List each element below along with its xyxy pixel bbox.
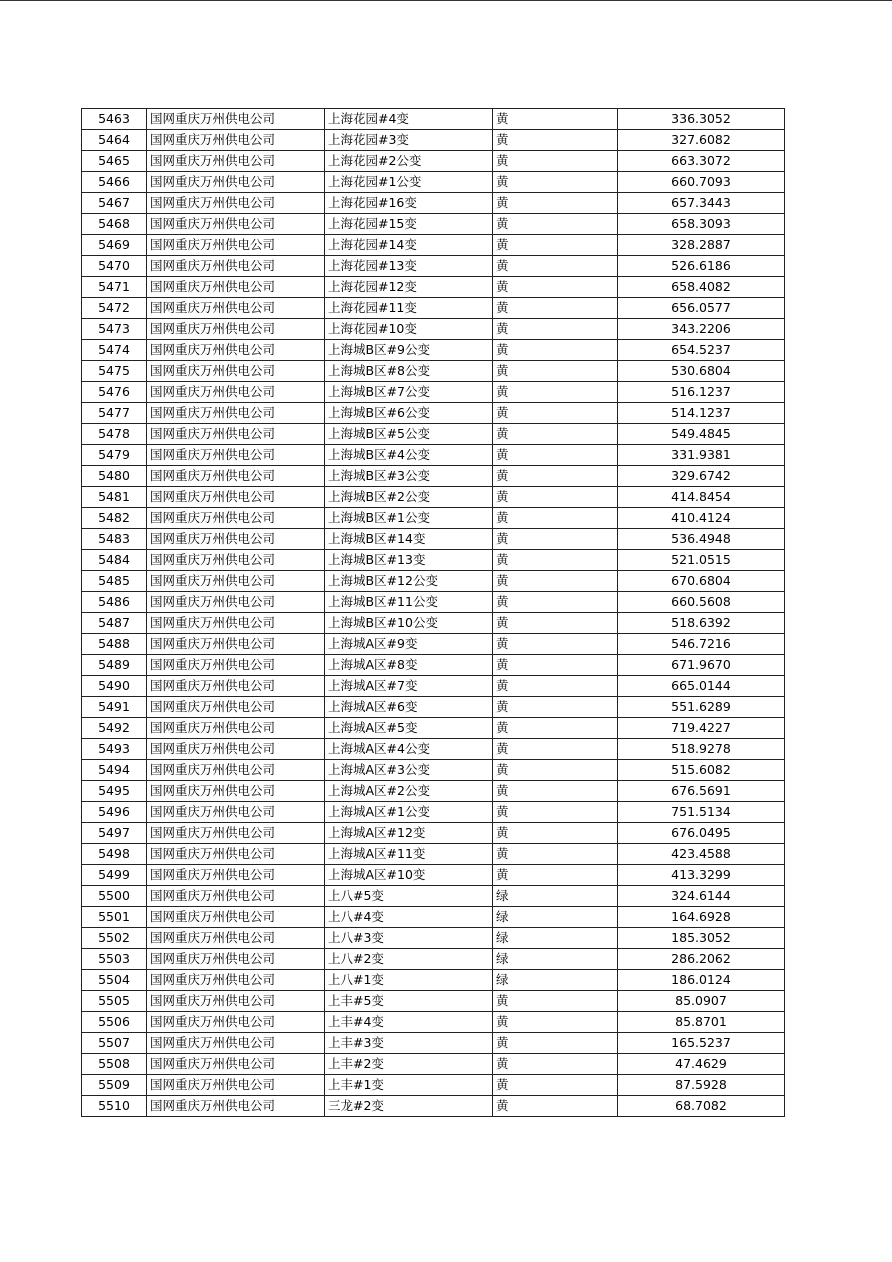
row-number-cell: 5495 [82, 781, 147, 802]
status-level-cell: 黄 [493, 466, 618, 487]
value-cell: 660.5608 [618, 592, 785, 613]
table-row [82, 970, 785, 991]
status-level-cell: 黄 [493, 172, 618, 193]
company-name-cell: 国网重庆万州供电公司 [147, 907, 325, 928]
table-row [82, 823, 785, 844]
value-cell: 536.4948 [618, 529, 785, 550]
status-level-cell: 黄 [493, 739, 618, 760]
table-row [82, 1012, 785, 1033]
row-number-cell: 5469 [82, 235, 147, 256]
status-level-cell: 绿 [493, 970, 618, 991]
table-row [82, 424, 785, 445]
transformer-name-cell: 上海城B区#7公变 [325, 382, 493, 403]
transformer-name-cell: 上丰#1变 [325, 1075, 493, 1096]
transformer-name-cell: 上八#1变 [325, 970, 493, 991]
table-row [82, 886, 785, 907]
row-number-cell: 5508 [82, 1054, 147, 1075]
value-cell: 85.0907 [618, 991, 785, 1012]
company-name-cell: 国网重庆万州供电公司 [147, 1096, 325, 1117]
transformer-name-cell: 上海花园#12变 [325, 277, 493, 298]
transformer-name-cell: 上海城A区#6变 [325, 697, 493, 718]
transformer-name-cell: 上海城B区#6公变 [325, 403, 493, 424]
row-number-cell: 5467 [82, 193, 147, 214]
table-row [82, 1075, 785, 1096]
status-level-cell: 黄 [493, 823, 618, 844]
company-name-cell: 国网重庆万州供电公司 [147, 760, 325, 781]
status-level-cell: 黄 [493, 634, 618, 655]
transformer-name-cell: 上丰#5变 [325, 991, 493, 1012]
transformer-name-cell: 上海城B区#14变 [325, 529, 493, 550]
row-number-cell: 5505 [82, 991, 147, 1012]
row-number-cell: 5471 [82, 277, 147, 298]
status-level-cell: 黄 [493, 109, 618, 130]
transformer-name-cell: 上海花园#10变 [325, 319, 493, 340]
transformer-name-cell: 上海城A区#1公变 [325, 802, 493, 823]
value-cell: 654.5237 [618, 340, 785, 361]
status-level-cell: 绿 [493, 928, 618, 949]
company-name-cell: 国网重庆万州供电公司 [147, 529, 325, 550]
status-level-cell: 黄 [493, 865, 618, 886]
value-cell: 514.1237 [618, 403, 785, 424]
transformer-name-cell: 上海城A区#7变 [325, 676, 493, 697]
table-row [82, 865, 785, 886]
company-name-cell: 国网重庆万州供电公司 [147, 781, 325, 802]
company-name-cell: 国网重庆万州供电公司 [147, 340, 325, 361]
data-table [81, 108, 785, 1117]
transformer-name-cell: 上海城B区#10公变 [325, 613, 493, 634]
table-row [82, 109, 785, 130]
status-level-cell: 黄 [493, 760, 618, 781]
company-name-cell: 国网重庆万州供电公司 [147, 991, 325, 1012]
table-row [82, 781, 785, 802]
table-row [82, 718, 785, 739]
row-number-cell: 5491 [82, 697, 147, 718]
status-level-cell: 黄 [493, 508, 618, 529]
company-name-cell: 国网重庆万州供电公司 [147, 865, 325, 886]
row-number-cell: 5466 [82, 172, 147, 193]
company-name-cell: 国网重庆万州供电公司 [147, 445, 325, 466]
transformer-name-cell: 上丰#3变 [325, 1033, 493, 1054]
row-number-cell: 5503 [82, 949, 147, 970]
status-level-cell: 黄 [493, 1075, 618, 1096]
table-row [82, 760, 785, 781]
row-number-cell: 5501 [82, 907, 147, 928]
status-level-cell: 黄 [493, 487, 618, 508]
table-row [82, 949, 785, 970]
status-level-cell: 黄 [493, 655, 618, 676]
status-level-cell: 黄 [493, 319, 618, 340]
row-number-cell: 5481 [82, 487, 147, 508]
row-number-cell: 5474 [82, 340, 147, 361]
transformer-name-cell: 上海城B区#11公变 [325, 592, 493, 613]
value-cell: 526.6186 [618, 256, 785, 277]
table-row [82, 361, 785, 382]
company-name-cell: 国网重庆万州供电公司 [147, 634, 325, 655]
row-number-cell: 5486 [82, 592, 147, 613]
value-cell: 665.0144 [618, 676, 785, 697]
company-name-cell: 国网重庆万州供电公司 [147, 193, 325, 214]
company-name-cell: 国网重庆万州供电公司 [147, 214, 325, 235]
company-name-cell: 国网重庆万州供电公司 [147, 109, 325, 130]
row-number-cell: 5509 [82, 1075, 147, 1096]
status-level-cell: 黄 [493, 1012, 618, 1033]
row-number-cell: 5499 [82, 865, 147, 886]
company-name-cell: 国网重庆万州供电公司 [147, 886, 325, 907]
value-cell: 186.0124 [618, 970, 785, 991]
table-row [82, 550, 785, 571]
company-name-cell: 国网重庆万州供电公司 [147, 739, 325, 760]
transformer-name-cell: 上海城A区#5变 [325, 718, 493, 739]
value-cell: 329.6742 [618, 466, 785, 487]
status-level-cell: 黄 [493, 718, 618, 739]
page-top-border [0, 0, 892, 1]
company-name-cell: 国网重庆万州供电公司 [147, 697, 325, 718]
value-cell: 324.6144 [618, 886, 785, 907]
status-level-cell: 黄 [493, 529, 618, 550]
company-name-cell: 国网重庆万州供电公司 [147, 487, 325, 508]
company-name-cell: 国网重庆万州供电公司 [147, 1075, 325, 1096]
table-row [82, 676, 785, 697]
status-level-cell: 黄 [493, 550, 618, 571]
table-row [82, 466, 785, 487]
value-cell: 85.8701 [618, 1012, 785, 1033]
status-level-cell: 黄 [493, 571, 618, 592]
row-number-cell: 5470 [82, 256, 147, 277]
table-row [82, 1054, 785, 1075]
value-cell: 414.8454 [618, 487, 785, 508]
status-level-cell: 黄 [493, 130, 618, 151]
status-level-cell: 黄 [493, 802, 618, 823]
status-level-cell: 黄 [493, 1096, 618, 1117]
table-row [82, 193, 785, 214]
table-row [82, 529, 785, 550]
table-row [82, 739, 785, 760]
company-name-cell: 国网重庆万州供电公司 [147, 235, 325, 256]
row-number-cell: 5473 [82, 319, 147, 340]
value-cell: 671.9670 [618, 655, 785, 676]
transformer-name-cell: 上海城A区#9变 [325, 634, 493, 655]
value-cell: 518.6392 [618, 613, 785, 634]
value-cell: 551.6289 [618, 697, 785, 718]
transformer-name-cell: 上海花园#11变 [325, 298, 493, 319]
company-name-cell: 国网重庆万州供电公司 [147, 130, 325, 151]
status-level-cell: 黄 [493, 151, 618, 172]
transformer-name-cell: 上八#4变 [325, 907, 493, 928]
status-level-cell: 黄 [493, 340, 618, 361]
value-cell: 516.1237 [618, 382, 785, 403]
status-level-cell: 黄 [493, 445, 618, 466]
table-row [82, 298, 785, 319]
company-name-cell: 国网重庆万州供电公司 [147, 676, 325, 697]
transformer-name-cell: 上海花园#14变 [325, 235, 493, 256]
value-cell: 670.6804 [618, 571, 785, 592]
transformer-name-cell: 上八#2变 [325, 949, 493, 970]
value-cell: 676.0495 [618, 823, 785, 844]
value-cell: 286.2062 [618, 949, 785, 970]
status-level-cell: 黄 [493, 235, 618, 256]
transformer-name-cell: 上海城B区#9公变 [325, 340, 493, 361]
value-cell: 423.4588 [618, 844, 785, 865]
company-name-cell: 国网重庆万州供电公司 [147, 151, 325, 172]
value-cell: 663.3072 [618, 151, 785, 172]
transformer-name-cell: 上海城B区#3公变 [325, 466, 493, 487]
transformer-name-cell: 上海城B区#2公变 [325, 487, 493, 508]
row-number-cell: 5510 [82, 1096, 147, 1117]
company-name-cell: 国网重庆万州供电公司 [147, 382, 325, 403]
table-row [82, 382, 785, 403]
row-number-cell: 5487 [82, 613, 147, 634]
company-name-cell: 国网重庆万州供电公司 [147, 1054, 325, 1075]
transformer-name-cell: 上海花园#13变 [325, 256, 493, 277]
table-row [82, 277, 785, 298]
transformer-name-cell: 上海城B区#8公变 [325, 361, 493, 382]
transformer-name-cell: 上海花园#1公变 [325, 172, 493, 193]
row-number-cell: 5496 [82, 802, 147, 823]
company-name-cell: 国网重庆万州供电公司 [147, 403, 325, 424]
row-number-cell: 5489 [82, 655, 147, 676]
value-cell: 165.5237 [618, 1033, 785, 1054]
status-level-cell: 黄 [493, 592, 618, 613]
row-number-cell: 5475 [82, 361, 147, 382]
transformer-name-cell: 上海城A区#2公变 [325, 781, 493, 802]
table-row [82, 487, 785, 508]
value-cell: 676.5691 [618, 781, 785, 802]
value-cell: 515.6082 [618, 760, 785, 781]
row-number-cell: 5483 [82, 529, 147, 550]
value-cell: 87.5928 [618, 1075, 785, 1096]
transformer-name-cell: 上海城A区#4公变 [325, 739, 493, 760]
row-number-cell: 5492 [82, 718, 147, 739]
company-name-cell: 国网重庆万州供电公司 [147, 823, 325, 844]
status-level-cell: 黄 [493, 214, 618, 235]
value-cell: 658.3093 [618, 214, 785, 235]
status-level-cell: 绿 [493, 886, 618, 907]
row-number-cell: 5502 [82, 928, 147, 949]
value-cell: 549.4845 [618, 424, 785, 445]
company-name-cell: 国网重庆万州供电公司 [147, 1012, 325, 1033]
value-cell: 518.9278 [618, 739, 785, 760]
row-number-cell: 5468 [82, 214, 147, 235]
table-row [82, 1096, 785, 1117]
company-name-cell: 国网重庆万州供电公司 [147, 298, 325, 319]
company-name-cell: 国网重庆万州供电公司 [147, 361, 325, 382]
table-row [82, 130, 785, 151]
status-level-cell: 黄 [493, 676, 618, 697]
row-number-cell: 5463 [82, 109, 147, 130]
value-cell: 47.4629 [618, 1054, 785, 1075]
value-cell: 657.3443 [618, 193, 785, 214]
value-cell: 660.7093 [618, 172, 785, 193]
table-row [82, 214, 785, 235]
status-level-cell: 绿 [493, 907, 618, 928]
row-number-cell: 5490 [82, 676, 147, 697]
table-row [82, 928, 785, 949]
transformer-name-cell: 上海城B区#13变 [325, 550, 493, 571]
row-number-cell: 5482 [82, 508, 147, 529]
row-number-cell: 5476 [82, 382, 147, 403]
value-cell: 328.2887 [618, 235, 785, 256]
company-name-cell: 国网重庆万州供电公司 [147, 172, 325, 193]
table-row [82, 172, 785, 193]
transformer-name-cell: 上海城A区#10变 [325, 865, 493, 886]
transformer-name-cell: 上丰#2变 [325, 1054, 493, 1075]
table-row [82, 340, 785, 361]
value-cell: 185.3052 [618, 928, 785, 949]
row-number-cell: 5480 [82, 466, 147, 487]
company-name-cell: 国网重庆万州供电公司 [147, 424, 325, 445]
company-name-cell: 国网重庆万州供电公司 [147, 1033, 325, 1054]
transformer-name-cell: 上海城B区#1公变 [325, 508, 493, 529]
status-level-cell: 黄 [493, 991, 618, 1012]
value-cell: 719.4227 [618, 718, 785, 739]
row-number-cell: 5488 [82, 634, 147, 655]
transformer-name-cell: 上海城A区#12变 [325, 823, 493, 844]
transformer-name-cell: 上海城B区#12公变 [325, 571, 493, 592]
row-number-cell: 5477 [82, 403, 147, 424]
transformer-name-cell: 上海城A区#3公变 [325, 760, 493, 781]
status-level-cell: 黄 [493, 844, 618, 865]
table-row [82, 445, 785, 466]
transformer-name-cell: 上丰#4变 [325, 1012, 493, 1033]
transformer-name-cell: 上海花园#16变 [325, 193, 493, 214]
row-number-cell: 5497 [82, 823, 147, 844]
company-name-cell: 国网重庆万州供电公司 [147, 718, 325, 739]
value-cell: 331.9381 [618, 445, 785, 466]
company-name-cell: 国网重庆万州供电公司 [147, 928, 325, 949]
status-level-cell: 黄 [493, 361, 618, 382]
company-name-cell: 国网重庆万州供电公司 [147, 802, 325, 823]
value-cell: 751.5134 [618, 802, 785, 823]
transformer-name-cell: 上八#5变 [325, 886, 493, 907]
transformer-name-cell: 上海花园#4变 [325, 109, 493, 130]
company-name-cell: 国网重庆万州供电公司 [147, 319, 325, 340]
value-cell: 413.3299 [618, 865, 785, 886]
company-name-cell: 国网重庆万州供电公司 [147, 844, 325, 865]
transformer-name-cell: 上海花园#15变 [325, 214, 493, 235]
company-name-cell: 国网重庆万州供电公司 [147, 949, 325, 970]
value-cell: 410.4124 [618, 508, 785, 529]
company-name-cell: 国网重庆万州供电公司 [147, 613, 325, 634]
table-body [82, 109, 785, 1117]
table-row [82, 907, 785, 928]
row-number-cell: 5506 [82, 1012, 147, 1033]
value-cell: 656.0577 [618, 298, 785, 319]
transformer-name-cell: 上海城B区#4公变 [325, 445, 493, 466]
status-level-cell: 黄 [493, 613, 618, 634]
value-cell: 68.7082 [618, 1096, 785, 1117]
value-cell: 546.7216 [618, 634, 785, 655]
table-row [82, 991, 785, 1012]
table-row [82, 508, 785, 529]
company-name-cell: 国网重庆万州供电公司 [147, 508, 325, 529]
table-row [82, 151, 785, 172]
table-row [82, 613, 785, 634]
table-row [82, 571, 785, 592]
row-number-cell: 5504 [82, 970, 147, 991]
company-name-cell: 国网重庆万州供电公司 [147, 592, 325, 613]
value-cell: 336.3052 [618, 109, 785, 130]
value-cell: 343.2206 [618, 319, 785, 340]
transformer-name-cell: 上海城B区#5公变 [325, 424, 493, 445]
company-name-cell: 国网重庆万州供电公司 [147, 277, 325, 298]
row-number-cell: 5485 [82, 571, 147, 592]
table-row [82, 655, 785, 676]
status-level-cell: 黄 [493, 1033, 618, 1054]
status-level-cell: 黄 [493, 193, 618, 214]
value-cell: 327.6082 [618, 130, 785, 151]
company-name-cell: 国网重庆万州供电公司 [147, 655, 325, 676]
status-level-cell: 黄 [493, 1054, 618, 1075]
table-row [82, 403, 785, 424]
row-number-cell: 5507 [82, 1033, 147, 1054]
row-number-cell: 5464 [82, 130, 147, 151]
status-level-cell: 黄 [493, 277, 618, 298]
table-row [82, 634, 785, 655]
status-level-cell: 黄 [493, 403, 618, 424]
row-number-cell: 5498 [82, 844, 147, 865]
row-number-cell: 5494 [82, 760, 147, 781]
row-number-cell: 5500 [82, 886, 147, 907]
transformer-name-cell: 上海城A区#8变 [325, 655, 493, 676]
table-row [82, 1033, 785, 1054]
table-row [82, 235, 785, 256]
row-number-cell: 5484 [82, 550, 147, 571]
table-row [82, 697, 785, 718]
status-level-cell: 黄 [493, 781, 618, 802]
status-level-cell: 绿 [493, 949, 618, 970]
table-row [82, 844, 785, 865]
transformer-name-cell: 上海花园#3变 [325, 130, 493, 151]
value-cell: 530.6804 [618, 361, 785, 382]
status-level-cell: 黄 [493, 382, 618, 403]
company-name-cell: 国网重庆万州供电公司 [147, 256, 325, 277]
transformer-name-cell: 上海花园#2公变 [325, 151, 493, 172]
row-number-cell: 5472 [82, 298, 147, 319]
value-cell: 521.0515 [618, 550, 785, 571]
table-row [82, 256, 785, 277]
transformer-name-cell: 上八#3变 [325, 928, 493, 949]
status-level-cell: 黄 [493, 298, 618, 319]
transformer-name-cell: 三龙#2变 [325, 1096, 493, 1117]
company-name-cell: 国网重庆万州供电公司 [147, 571, 325, 592]
row-number-cell: 5493 [82, 739, 147, 760]
row-number-cell: 5478 [82, 424, 147, 445]
row-number-cell: 5465 [82, 151, 147, 172]
value-cell: 164.6928 [618, 907, 785, 928]
status-level-cell: 黄 [493, 697, 618, 718]
company-name-cell: 国网重庆万州供电公司 [147, 550, 325, 571]
status-level-cell: 黄 [493, 424, 618, 445]
table-row [82, 319, 785, 340]
value-cell: 658.4082 [618, 277, 785, 298]
table-row [82, 592, 785, 613]
company-name-cell: 国网重庆万州供电公司 [147, 466, 325, 487]
company-name-cell: 国网重庆万州供电公司 [147, 970, 325, 991]
status-level-cell: 黄 [493, 256, 618, 277]
transformer-name-cell: 上海城A区#11变 [325, 844, 493, 865]
row-number-cell: 5479 [82, 445, 147, 466]
table-row [82, 802, 785, 823]
